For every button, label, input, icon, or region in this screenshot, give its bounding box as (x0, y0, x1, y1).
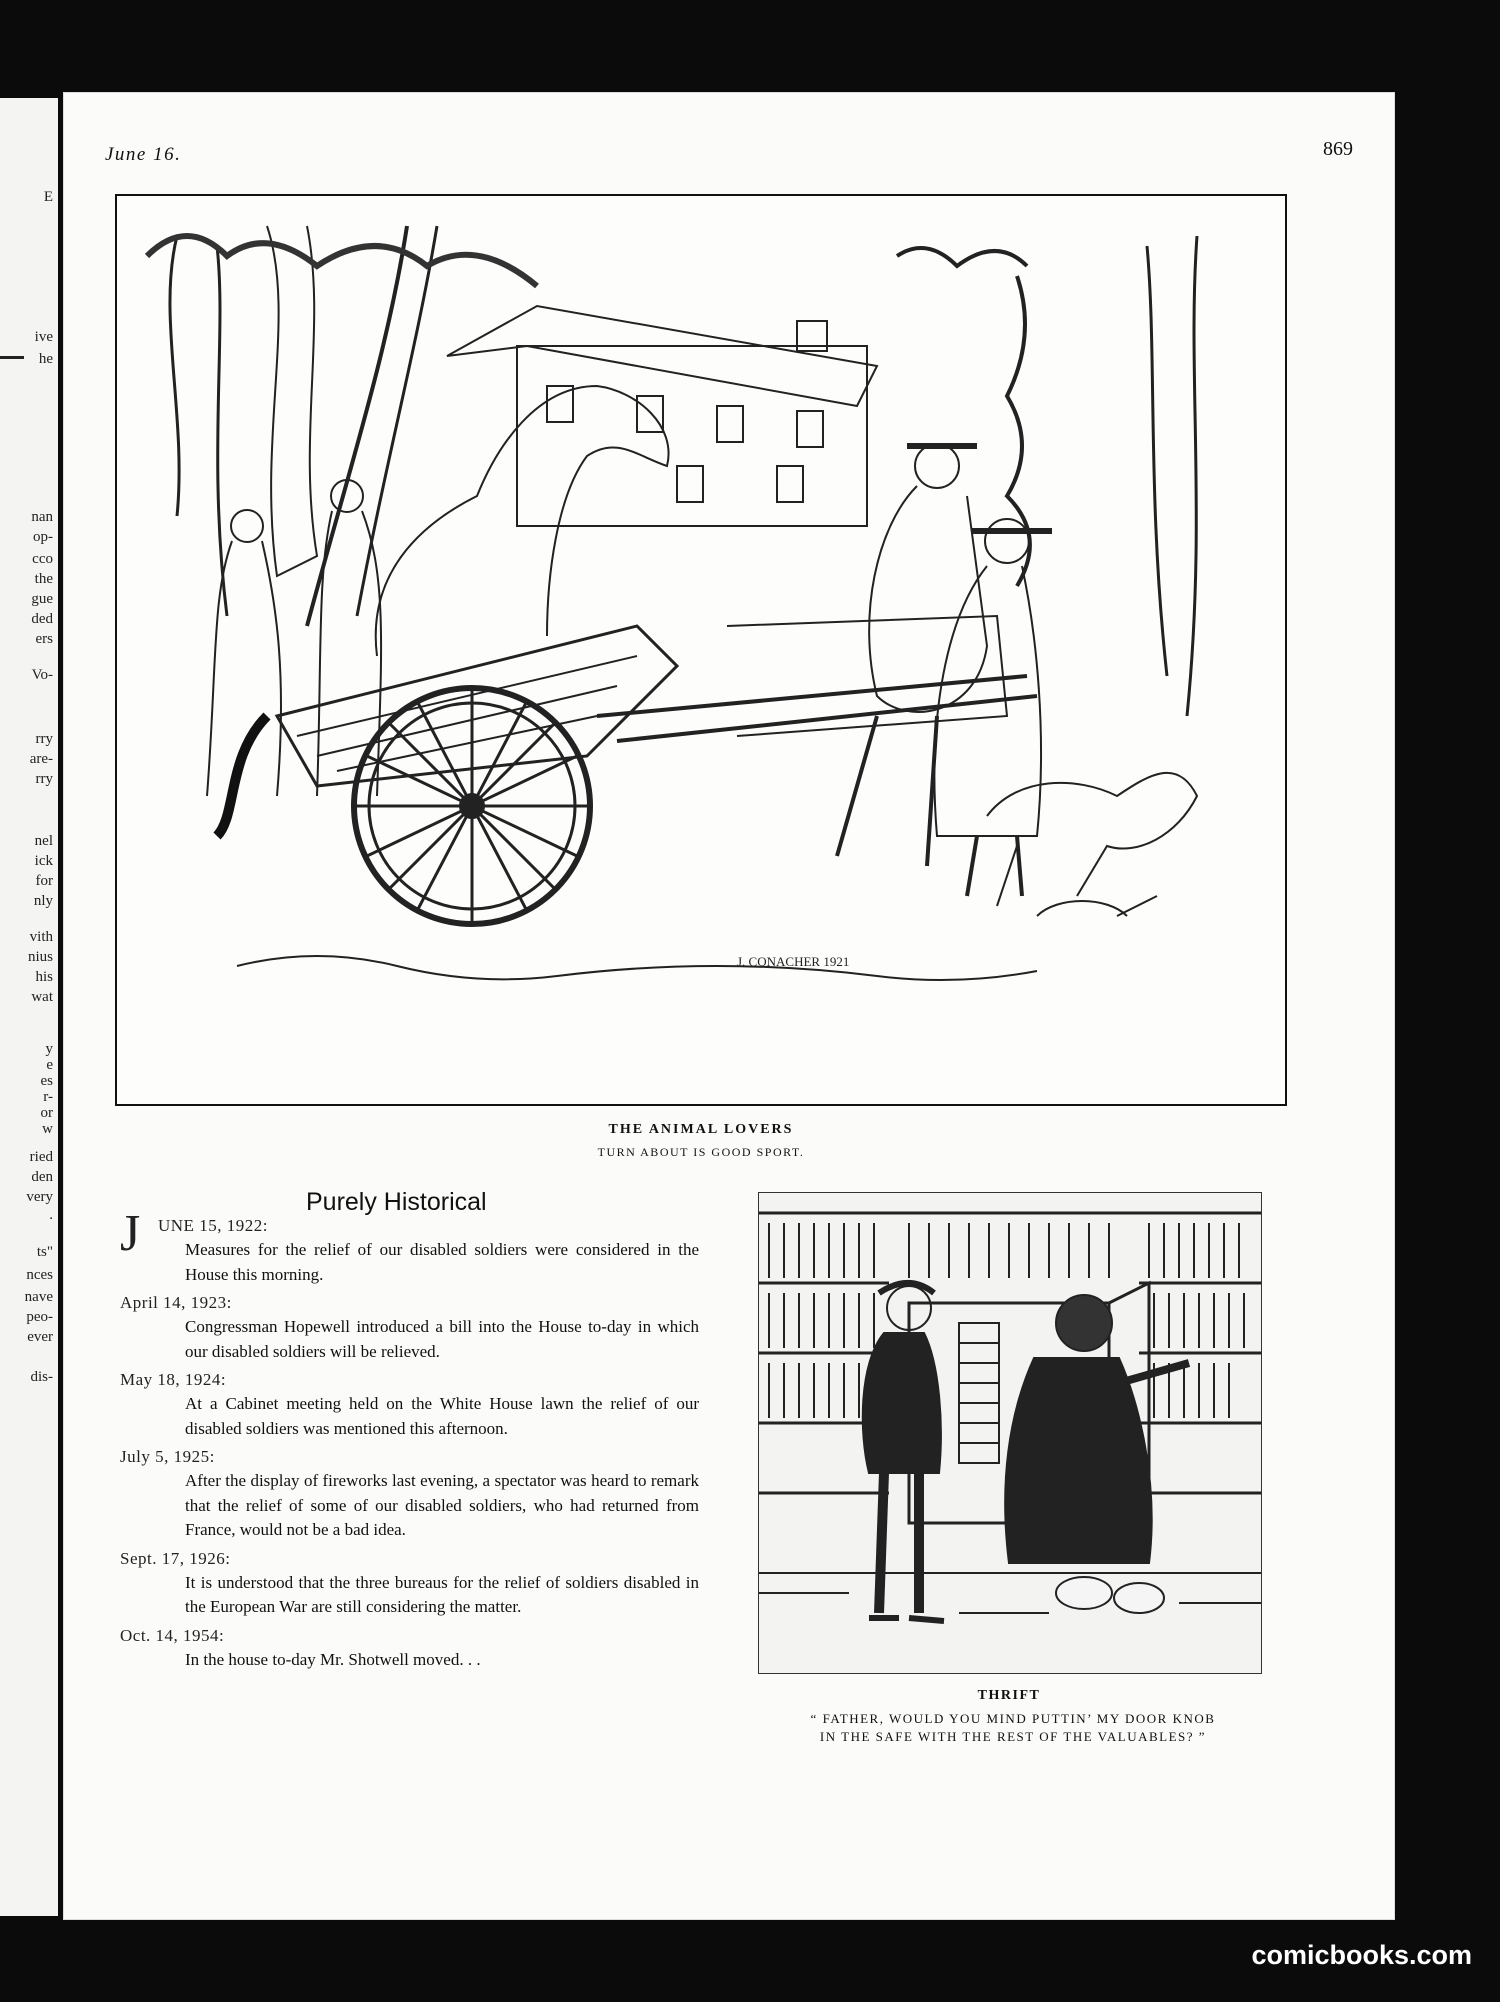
facing-page-fragment: ick (34, 853, 53, 869)
facing-page-fragment: are- (29, 751, 53, 767)
facing-page-fragment: the (34, 571, 53, 587)
thrift-title: THRIFT (977, 1688, 1041, 1703)
entry-date: April 14, 1923: (120, 1293, 232, 1312)
thrift-illustration (759, 1193, 1261, 1673)
facing-page-fragment: nly (33, 893, 53, 909)
animal-lovers-illustration (117, 196, 1285, 1104)
entry-text: Measures for the relief of our disabled soldiers were considered in the House this morning. (185, 1240, 699, 1284)
facing-page-fragment: w (42, 1121, 53, 1137)
facing-page-fragment: nan (31, 509, 53, 525)
magazine-page (63, 92, 1395, 1920)
thrift-caption-line: IN THE SAFE WITH THE REST OF THE VALUABLES? ” (819, 1729, 1207, 1744)
entry-date: Oct. 14, 1954: (120, 1625, 225, 1645)
facing-page-edge (0, 98, 58, 1916)
facing-page-fragment: es (40, 1073, 53, 1089)
section-rule (0, 356, 24, 359)
thrift-cartoon (758, 1192, 1262, 1674)
entry-text: At a Cabinet meeting held on the White House lawn the relief of our disabled soldiers was mentioned this afternoon. (185, 1394, 699, 1438)
facing-page-fragment: nel (34, 833, 53, 849)
facing-page-fragment: his (35, 969, 53, 985)
drop-cap: J (120, 1205, 141, 1262)
facing-page-fragment: ever (27, 1329, 53, 1345)
facing-page-fragment: peo- (26, 1309, 53, 1325)
cartoon-subtitle: TURN ABOUT IS GOOD SPORT. (597, 1145, 805, 1159)
facing-page-fragment: rry (35, 771, 53, 787)
entry-text: In the house to-day Mr. Shotwell moved. . . (185, 1649, 481, 1669)
facing-page-fragment: op- (33, 529, 53, 545)
facing-page-fragment: or (40, 1105, 53, 1121)
entry-date: Sept. 17, 1926: (120, 1548, 231, 1568)
facing-page-fragment: very (26, 1189, 53, 1205)
article-entries (115, 1205, 709, 1676)
thrift-caption (763, 1710, 1263, 1746)
facing-page-fragment: rry (35, 731, 53, 747)
entry-text: Congressman Hopewell introduced a bill into the House to-day in which our disabled soldiers will be relieved. (185, 1317, 699, 1361)
entry-date: July 5, 1925: (120, 1447, 215, 1466)
page-number: 869 (1323, 138, 1353, 160)
facing-page-fragment: ded (31, 611, 53, 627)
facing-page-fragment: cco (32, 551, 53, 567)
entry-date: May 18, 1924: (120, 1370, 227, 1389)
animal-lovers-cartoon (115, 194, 1287, 1106)
thrift-caption-line: “ FATHER, WOULD YOU MIND PUTTIN’ MY DOOR KNOB (810, 1711, 1216, 1726)
facing-page-fragment: wat (31, 989, 53, 1005)
facing-page-fragment: Vo- (31, 667, 53, 683)
facing-page-fragment: nius (27, 949, 53, 965)
facing-page-fragment: ers (35, 631, 53, 647)
facing-page-fragment: den (31, 1169, 53, 1185)
entry-text: After the display of fireworks last evening, a spectator was heard to remark that the relief of some of our disabled soldiers, who had returned from France, would not be a bad idea. (185, 1471, 699, 1539)
facing-page-fragment: he (38, 351, 53, 367)
entry-date-rest: UNE 15, 1922: (158, 1216, 268, 1235)
facing-page-fragment: ive (34, 329, 53, 345)
facing-page-fragment: nces (26, 1267, 53, 1283)
facing-page-fragment: nave (24, 1289, 53, 1305)
article-title: Purely Historical (306, 1188, 487, 1216)
facing-page-fragment: ried (29, 1149, 53, 1165)
facing-page-fragment: vith (29, 929, 53, 945)
facing-page-fragment: for (35, 873, 53, 889)
facing-page-fragment: ts" (36, 1244, 53, 1260)
facing-page-fragment: e (46, 1057, 53, 1073)
entry-text: It is understood that the three bureaus for the relief of soldiers disabled in the European War are still considering the matter. (185, 1572, 699, 1616)
facing-page-fragment: r- (43, 1089, 53, 1105)
facing-page-fragment: gue (31, 591, 53, 607)
facing-page-fragment: . (49, 1207, 53, 1223)
facing-page-fragment: y (45, 1041, 53, 1057)
site-watermark: comicbooks.com (1251, 1940, 1472, 1970)
facing-page-fragment: dis- (30, 1369, 53, 1385)
cartoon-title: THE ANIMAL LOVERS (608, 1122, 794, 1137)
cartoon-signature: J. CONACHER 1921 (737, 954, 850, 969)
facing-page-fragment: E (43, 189, 53, 205)
running-date: June 16. (105, 144, 182, 165)
